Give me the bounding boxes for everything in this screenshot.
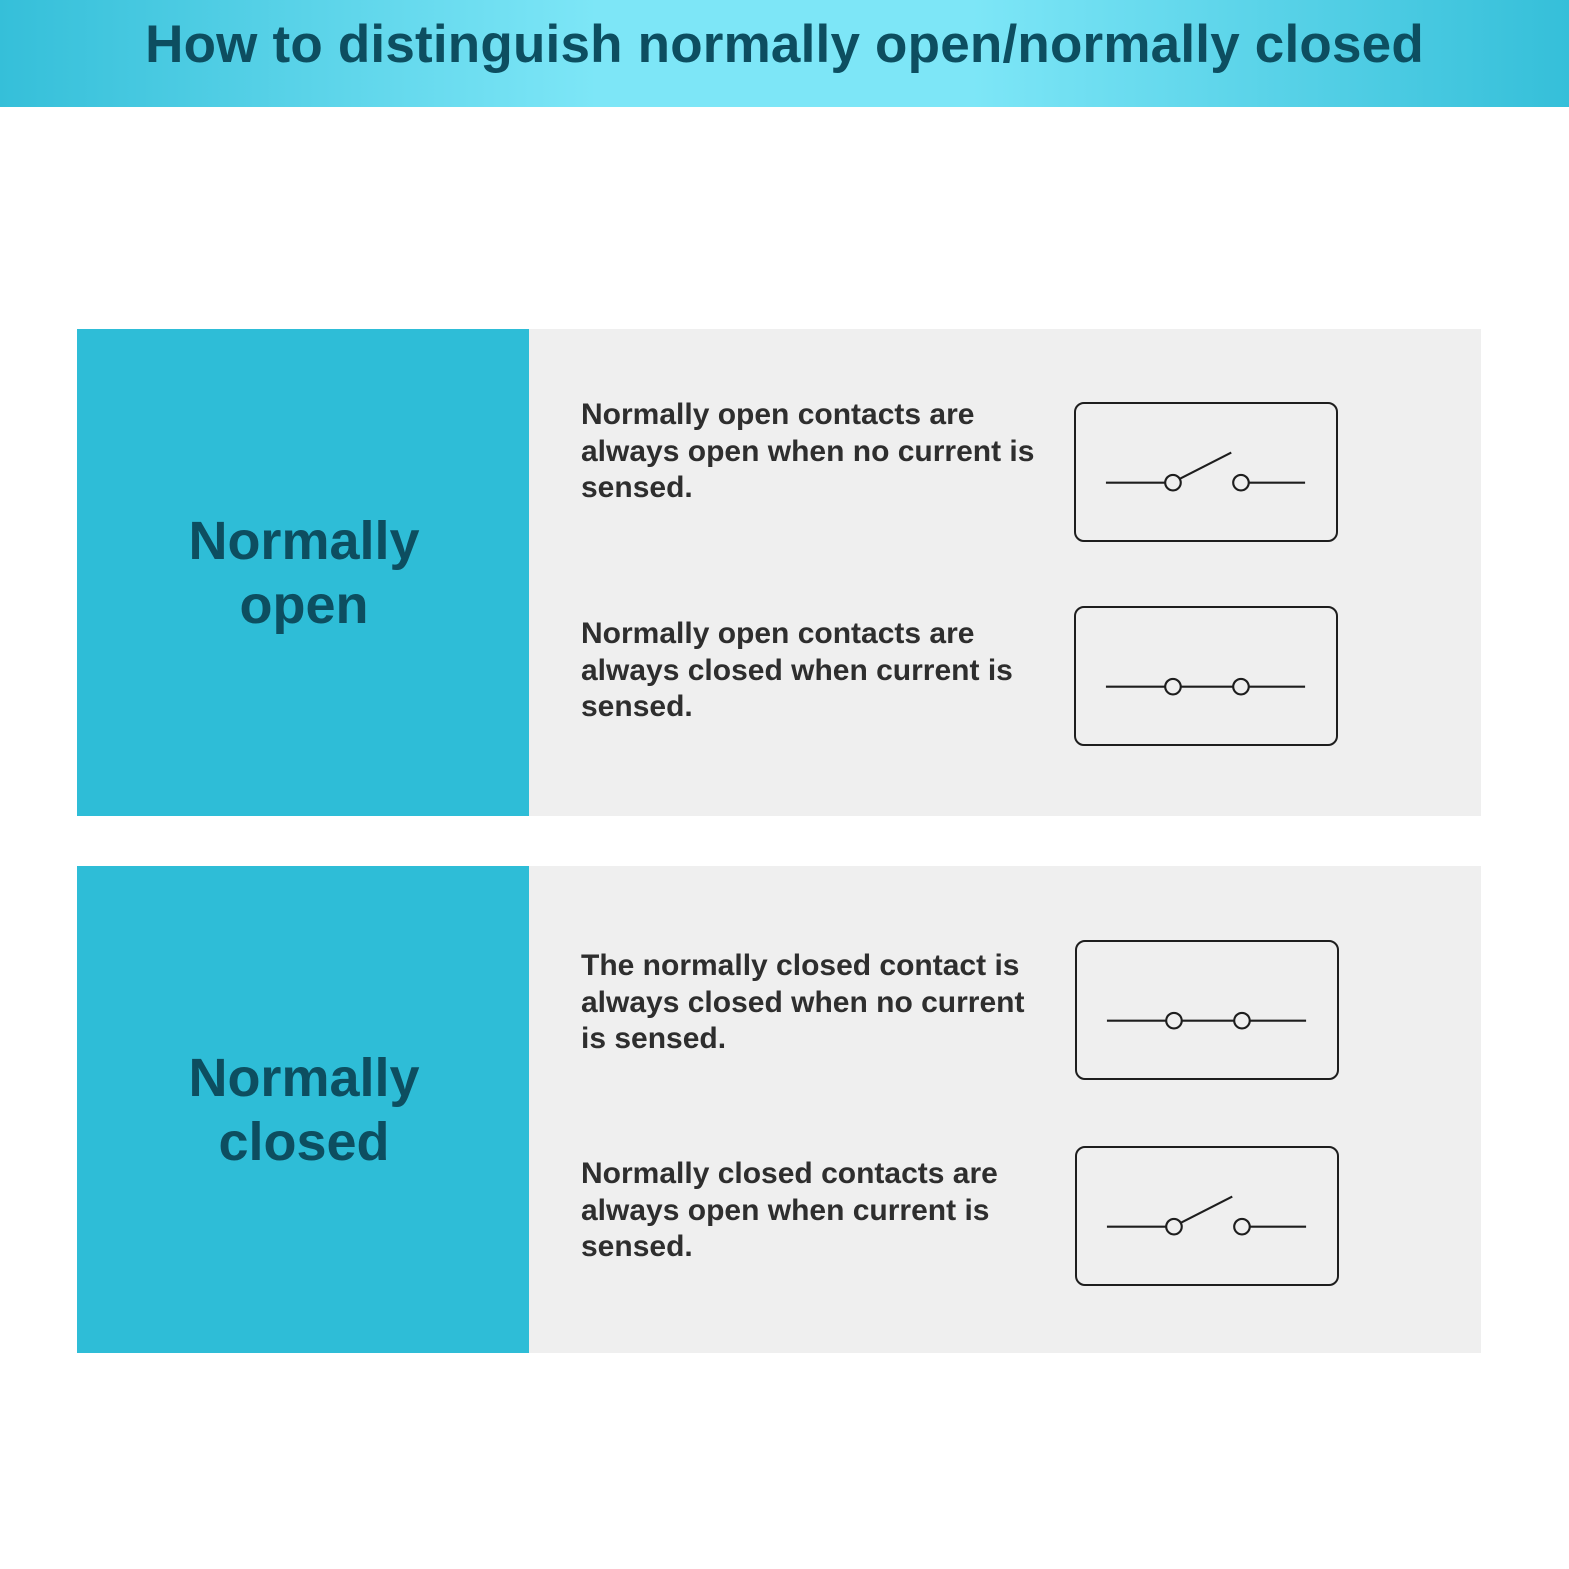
open-switch-symbol — [1074, 402, 1338, 542]
open-switch-icon — [1077, 1148, 1337, 1284]
section-content — [529, 866, 1481, 1353]
closed-switch-icon — [1076, 608, 1336, 744]
row-description: Normally closed contacts are always open when current is sensed. — [581, 1157, 998, 1263]
section-label-panel — [77, 329, 529, 816]
closed-switch-icon — [1077, 942, 1337, 1078]
section-normally-open — [77, 329, 1481, 816]
closed-switch-symbol — [1075, 940, 1339, 1080]
open-switch-symbol — [1075, 1146, 1339, 1286]
section-content — [529, 329, 1481, 816]
section-label: Normally closed — [188, 1047, 420, 1172]
row-description: The normally closed contact is always closed when no current is sensed. — [581, 949, 1025, 1055]
page-title: How to distinguish normally open/normally closed — [145, 15, 1424, 74]
section-label: Normally open — [188, 510, 420, 635]
header-banner — [0, 0, 1569, 107]
section-normally-closed — [77, 866, 1481, 1353]
closed-switch-symbol — [1074, 606, 1338, 746]
open-switch-icon — [1076, 404, 1336, 540]
row-description: Normally open contacts are always closed when current is sensed. — [581, 617, 1013, 723]
section-label-panel — [77, 866, 529, 1353]
row-description: Normally open contacts are always open when no current is sensed. — [581, 398, 1035, 504]
